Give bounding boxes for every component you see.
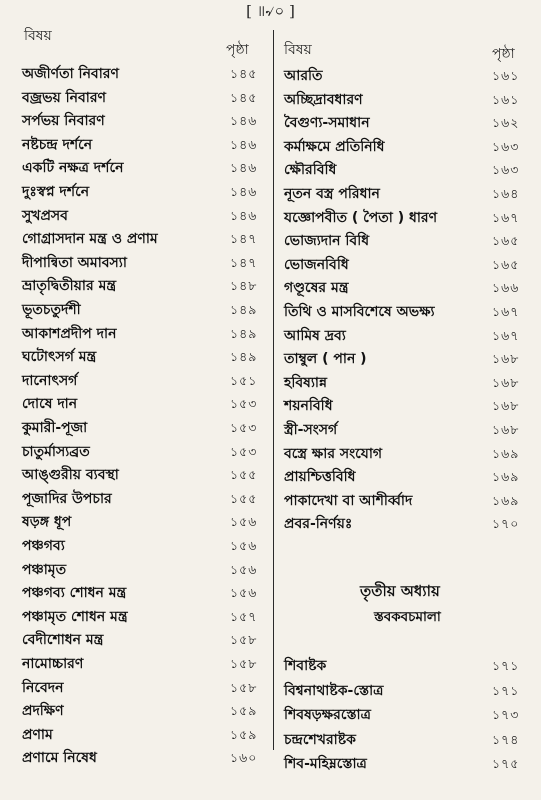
entry-title: হবিষ্যান্ন bbox=[284, 374, 327, 391]
subject-header: বিষয় bbox=[24, 28, 52, 44]
entry-title: গোগ্রাসদান মন্ত্র ও প্রণাম bbox=[22, 231, 158, 248]
entry-title: শিব-মহিম্নস্তোত্র bbox=[284, 756, 367, 772]
toc-entry bbox=[278, 182, 541, 206]
entry-title: চন্দ্রশেখরাষ্টক bbox=[284, 731, 356, 748]
entry-title: পূজাদির উপচার bbox=[22, 490, 112, 507]
entry-page: ১৬৪ bbox=[492, 186, 520, 201]
toc-entry bbox=[0, 345, 270, 369]
entry-title: দীপান্বিতা অমাবস্যা bbox=[22, 254, 127, 271]
entry-title: অজীর্ণতা নিবারণ bbox=[22, 66, 119, 82]
entry-title: প্রণামে নিষেধ bbox=[22, 750, 97, 767]
toc-entry bbox=[278, 135, 541, 159]
entry-page: ১৭১ bbox=[492, 658, 520, 673]
entry-page: ১৫৬ bbox=[230, 561, 258, 577]
toc-entry bbox=[0, 86, 270, 110]
entry-page: ১৬১ bbox=[492, 68, 520, 83]
entry-page: ১৬৭ bbox=[492, 304, 520, 319]
toc-entry bbox=[278, 442, 541, 466]
page-number: [ ॥৵০ ] bbox=[246, 2, 295, 20]
toc-entry bbox=[278, 418, 541, 442]
entry-page: ১৫৩ bbox=[230, 443, 258, 459]
entry-title: ভ্রাতৃদ্বিতীয়ার মন্ত্র bbox=[22, 278, 117, 295]
toc-entry bbox=[0, 109, 270, 133]
entry-title: ষড়ঙ্গ ধূপ bbox=[22, 514, 72, 531]
entry-title: নামোচ্চারণ bbox=[22, 656, 84, 672]
entry-page: ১৪৫ bbox=[230, 89, 258, 105]
entry-title: তিথি ও মাসবিশেষে অভক্ষ্য bbox=[284, 304, 435, 320]
entry-title: পঞ্চামৃত শোধন মন্ত্র bbox=[22, 608, 128, 625]
entry-page: ১৫৩ bbox=[230, 420, 258, 435]
entry-page: ১৫৬ bbox=[230, 514, 258, 530]
entry-page: ১৬৮ bbox=[492, 351, 520, 367]
toc-entry bbox=[0, 274, 270, 298]
entry-page: ১৬৮ bbox=[492, 398, 520, 414]
entry-page: ১৬৭ bbox=[492, 327, 520, 343]
entry-page: ১৬৯ bbox=[492, 445, 520, 461]
page-header: পৃষ্ঠা bbox=[226, 42, 249, 58]
toc-entry bbox=[0, 723, 270, 747]
toc-entry bbox=[278, 654, 541, 678]
entry-page: ১৪৮ bbox=[230, 278, 258, 294]
entry-page: ১৬৩ bbox=[492, 162, 520, 178]
toc-entry bbox=[0, 62, 270, 86]
entry-page: ১৭৪ bbox=[492, 731, 520, 747]
entry-page: ১৫৬ bbox=[230, 585, 258, 601]
entry-title: কুমারী-পূজা bbox=[22, 420, 88, 436]
entry-title: পঞ্চগব্য শোধন মন্ত্র bbox=[22, 585, 127, 602]
entry-page: ১৬৭ bbox=[492, 209, 520, 225]
toc-entry bbox=[278, 229, 541, 253]
toc-entry bbox=[278, 324, 541, 348]
entry-title: বেদীশোধন মন্ত্র bbox=[22, 632, 104, 649]
entry-page: ১৫৫ bbox=[230, 467, 258, 483]
entry-title: ভোজ্যদান বিধি bbox=[284, 233, 370, 250]
entry-page: ১৫৮ bbox=[230, 679, 258, 695]
entry-page: ১৪৯ bbox=[230, 349, 258, 365]
entry-title: আমিষ দ্রব্য bbox=[284, 327, 346, 344]
toc-entry bbox=[0, 227, 270, 251]
entry-page: ১৬৩ bbox=[492, 138, 520, 154]
toc-entry bbox=[0, 133, 270, 157]
toc-entry bbox=[0, 605, 270, 629]
toc-entry bbox=[0, 180, 270, 204]
toc-entry bbox=[278, 88, 541, 112]
entry-title: পাকাদেখা বা আশীর্ব্বাদ bbox=[284, 492, 413, 509]
toc-entry bbox=[0, 676, 270, 700]
entry-title: দানোৎসর্গ bbox=[22, 372, 78, 389]
toc-entry bbox=[278, 679, 541, 703]
entry-page: ১৪৬ bbox=[230, 136, 258, 152]
entry-title: বিশ্বনাথাষ্টক-স্তোত্র bbox=[284, 682, 384, 699]
entry-title: পঞ্চগব্য bbox=[22, 538, 65, 554]
entry-title: অচ্ছিদ্রাবধারণ bbox=[284, 91, 363, 108]
entry-title: নূতন বস্ত্র পরিধান bbox=[284, 186, 380, 202]
column-divider bbox=[273, 30, 274, 750]
toc-entry bbox=[0, 369, 270, 393]
entry-page: ১৫৬ bbox=[230, 538, 258, 553]
toc-entry bbox=[278, 158, 541, 182]
entry-page: ১৫৯ bbox=[230, 703, 258, 719]
entry-page: ১৬৬ bbox=[492, 280, 520, 296]
entry-title: ঘটোৎসর্গ মন্ত্র bbox=[22, 349, 97, 366]
entry-page: ১৪৬ bbox=[230, 184, 258, 199]
entry-page: ১৬৮ bbox=[492, 422, 520, 437]
entry-page: ১৬৫ bbox=[492, 256, 520, 272]
entry-title: বৈগুণ্য-সমাধান bbox=[284, 115, 370, 132]
subject-header: বিষয় bbox=[284, 42, 312, 58]
entry-title: যজ্ঞোপবীত ( পৈতা ) ধারণ bbox=[284, 209, 438, 226]
toc-entry bbox=[0, 251, 270, 275]
entry-page: ১৫১ bbox=[230, 372, 258, 388]
toc-entry bbox=[0, 156, 270, 180]
toc-entry bbox=[278, 276, 541, 300]
toc-entry bbox=[0, 652, 270, 676]
entry-title: একটি নক্ষত্র দর্শনে bbox=[22, 160, 124, 177]
entry-title: শিবাষ্টক bbox=[284, 658, 327, 674]
entry-title: সুখপ্রসব bbox=[22, 207, 68, 224]
entry-page: ১৬১ bbox=[492, 91, 520, 107]
chapter-subheading: স্তবকবচমালা bbox=[374, 609, 441, 625]
toc-entry bbox=[278, 489, 541, 513]
toc-entry bbox=[0, 699, 270, 723]
toc-entry bbox=[278, 253, 541, 277]
entry-page: ১৭০ bbox=[492, 516, 520, 532]
toc-entry bbox=[0, 298, 270, 322]
entry-page: ১৪৬ bbox=[230, 207, 258, 223]
entry-page: ১৪৬ bbox=[230, 113, 258, 129]
entry-page: ১৫৭ bbox=[230, 608, 258, 624]
toc-entry bbox=[0, 463, 270, 487]
page-header: পৃষ্ঠা bbox=[492, 46, 515, 62]
entry-page: ১৭৫ bbox=[492, 756, 520, 771]
entry-page: ১৬৫ bbox=[492, 233, 520, 249]
entry-page: ১৫৮ bbox=[230, 632, 258, 648]
entry-page: ১৪৯ bbox=[230, 302, 258, 317]
entry-title: তাম্বুল ( পান ) bbox=[284, 351, 367, 368]
entry-title: প্রায়শ্চিত্তবিধি bbox=[284, 469, 356, 486]
entry-page: ১৫৯ bbox=[230, 726, 258, 742]
toc-entry bbox=[278, 206, 541, 230]
entry-title: ক্ষৌরবিধি bbox=[284, 162, 337, 179]
entry-page: ১৪৫ bbox=[230, 66, 258, 81]
entry-title: ভোজনবিধি bbox=[284, 256, 349, 273]
entry-title: দুঃস্বপ্ন দর্শনে bbox=[22, 184, 90, 200]
toc-entry bbox=[0, 628, 270, 652]
entry-title: দোষে দান bbox=[22, 396, 78, 413]
toc-entry bbox=[278, 347, 541, 371]
entry-page: ১৬৯ bbox=[492, 469, 520, 485]
entry-title: শিবষড়ক্ষরস্তোত্র bbox=[284, 707, 371, 723]
toc-entry bbox=[0, 558, 270, 582]
entry-page: ১৪৯ bbox=[230, 325, 258, 341]
toc-entry bbox=[0, 416, 270, 440]
entry-title: শয়নবিধি bbox=[284, 398, 333, 415]
toc-entry bbox=[0, 392, 270, 416]
toc-entry bbox=[278, 394, 541, 418]
entry-title: পঞ্চামৃত bbox=[22, 561, 67, 578]
entry-title: গণ্ডূষের মন্ত্র bbox=[284, 280, 349, 297]
entry-title: স্ত্রী-সংসর্গ bbox=[284, 422, 338, 438]
entry-title: নিবেদন bbox=[22, 679, 64, 696]
toc-entry bbox=[278, 371, 541, 395]
entry-title: নষ্টচন্দ্র দর্শনে bbox=[22, 136, 93, 153]
toc-entry bbox=[0, 581, 270, 605]
entry-title: কর্মাক্ষমে প্রতিনিধি bbox=[284, 138, 385, 155]
toc-entry bbox=[278, 111, 541, 135]
entry-page: ১৫৫ bbox=[230, 490, 258, 506]
entry-page: ১৭১ bbox=[492, 682, 520, 698]
entry-title: প্রণাম bbox=[22, 726, 53, 743]
chapter-heading: তৃতীয় অধ্যায় bbox=[360, 582, 440, 600]
entry-title: আরতি bbox=[284, 68, 323, 84]
entry-title: প্রবর-নির্ণয়ঃ bbox=[284, 516, 353, 533]
entry-title: প্রদক্ষিণ bbox=[22, 703, 64, 720]
entry-title: বস্ত্রে ক্ষার সংযোগ bbox=[284, 445, 383, 462]
toc-entry bbox=[0, 322, 270, 346]
toc-entry bbox=[278, 512, 541, 536]
entry-page: ১৫৮ bbox=[230, 656, 258, 671]
toc-entry bbox=[278, 703, 541, 727]
toc-entry bbox=[0, 487, 270, 511]
toc-entry bbox=[278, 465, 541, 489]
entry-page: ১৬২ bbox=[492, 115, 520, 131]
toc-entry bbox=[0, 204, 270, 228]
entry-page: ১৫৩ bbox=[230, 396, 258, 412]
entry-page: ১৭৩ bbox=[492, 707, 520, 722]
entry-page: ১৪৬ bbox=[230, 160, 258, 176]
entry-page: ১৬৯ bbox=[492, 492, 520, 508]
entry-title: আকাশপ্রদীপ দান bbox=[22, 325, 117, 342]
entry-page: ১৬০ bbox=[230, 750, 258, 766]
entry-page: ১৪৭ bbox=[230, 254, 258, 270]
entry-title: চাতুর্মাস্যব্রত bbox=[22, 443, 90, 460]
entry-title: সর্পভয় নিবারণ bbox=[22, 113, 105, 130]
toc-entry bbox=[0, 510, 270, 534]
toc-entry bbox=[0, 746, 270, 770]
toc-entry bbox=[278, 300, 541, 324]
entry-page: ১৬৮ bbox=[492, 374, 520, 390]
entry-page: ১৪৭ bbox=[230, 231, 258, 247]
toc-entry bbox=[0, 534, 270, 558]
toc-entry bbox=[0, 440, 270, 464]
toc-entry bbox=[278, 752, 541, 776]
toc-entry bbox=[278, 64, 541, 88]
entry-title: বজ্রভয় নিবারণ bbox=[22, 89, 107, 106]
toc-entry bbox=[278, 728, 541, 752]
entry-title: ভূতচতুর্দশী bbox=[22, 302, 81, 318]
entry-title: আঙ্গুরীয় ব্যবস্থা bbox=[22, 467, 119, 484]
